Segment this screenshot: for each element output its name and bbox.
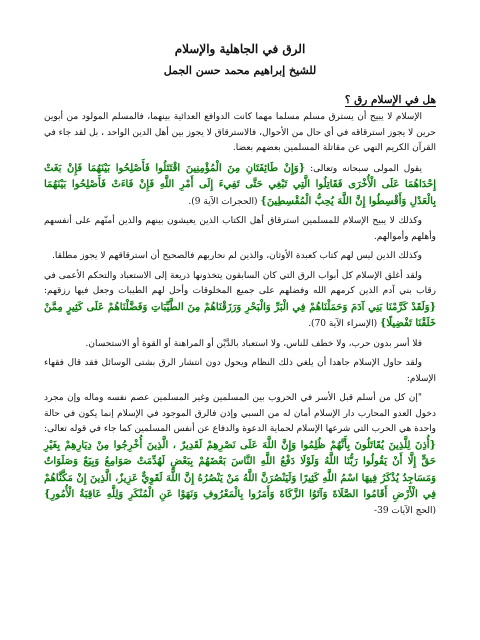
quran-verse-hajj: {أُذِنَ لِلَّذِينَ يُقَاتَلُونَ بِأَنَّهُمْ ظُلِمُوا وَإِنَّ اللَّهَ عَلَى نَصْرِهِمْ لَقَدِيرٌ ، الَّذِينَ أُخْرِجُوا مِنْ دِيَارِهِمْ بِغَيْرِ حَقٍّ إِلَّا أَنْ يَقُولُوا رَبُّنَا اللَّهُ وَلَوْلَا دَفْعُ اللَّهِ النَّاسَ بَعْضَهُمْ بِبَعْضٍ لَهُدِّمَتْ صَوَامِعُ وَبِيَعٌ وَصَلَوَاتٌ وَمَسَاجِدُ يُذْكَرُ فِيهَا اسْمُ اللَّهِ كَثِيرًا وَلَيَنْصُرَنَّ اللَّهُ مَنْ يَنْصُرُهُ إِنَّ اللَّهَ لَقَوِيٌّ عَزِيزٌ، الَّذِينَ إِنْ مَكَّنَّاهُمْ فِي الْأَرْضِ أَقَامُوا الصَّلَاةَ وَآتَوُا الزَّكَاةَ وَأَمَرُوا بِالْمَعْرُوفِ وَنَهَوْا عَنِ الْمُنْكَرِ وَلِلَّهِ عَاقِبَةُ الْأُمُورِ} <box>44 439 436 500</box>
paragraph-7: ولقد حاول الإسلام جاهدا أن يلغي ذلك النظام ويحول دون انتشار الرق بشتى الوسائل فقد قال فقهاء الإسلام: <box>44 358 436 384</box>
paragraph-3: وكذلك لا يبيح الإسلام للمسلمين استرقاق أهل الكتاب الذين يعيشون بينهم والذين أمنّهم على أنفسهم وأهلهم وأموالهم. <box>44 216 436 242</box>
paragraph-8-lead: "إن كل من أسلم قبل الأسر في الحروب بين المسلمين وغير المسلمين عصم نفسه وماله وإن مجرد دخول العدو المحارب دار الإسلام أمان له من السبي وإذن فالرق الموجود في الإسلام إنما يكون في حالة واحدة هي الحرب التي شرعها الإسلام لحماية الدعوة والدفاع عن أنفس المسلمين كما جاء في قوله تعالى: <box>44 393 436 434</box>
quran-verse-hujurat: {وَإِنْ طَائِفَتَانِ مِنَ الْمُؤْمِنِينَ اقْتَتَلُوا فَأَصْلِحُوا بَيْنَهُمَا فَإِنْ بَغَتْ إِحْدَاهُمَا عَلَى الْأُخْرَى فَقَاتِلُوا الَّتِي تَبْغِي حَتَّى تَفِيءَ إِلَى أَمْرِ اللَّهِ فَإِنْ فَاءَتْ فَأَصْلِحُوا بَيْنَهُمَا بِالْعَدْلِ وَأَقْسِطُوا إِنَّ اللَّهَ يُحِبُّ الْمُقْسِطِينَ} <box>44 162 436 207</box>
paragraph-8 <box>44 391 436 519</box>
document-title: الرق في الجاهلية والإسلام <box>174 42 306 56</box>
section-question-text: هل في الإسلام رق ؟ <box>344 94 436 106</box>
verse-reference-isra: (الإسراء الآية 70). <box>308 319 378 329</box>
paragraph-1: الإسلام لا يبيح أن يسترق مسلم مسلما مهما كانت الدوافع العدائية بينهما، فالمسلم المولود من أبوين حرين لا يجوز استرقاقه في أي حال من الأحوال، فالاسترقاق لا يجوز بين أهل الدين الواحد ، بل لقد جاء في القرآن الكريم النهي عن مقاتلة المسلمين بعضهم بعضا. <box>44 112 436 153</box>
paragraph-4: وكذلك الذين ليس لهم كتاب كعبدة الأوثان، والذين لم نحاربهم فالصحيح أن استرقاقهم لا يجوز مطلقا. <box>52 251 422 261</box>
document-author: للشيخ إبراهيم محمد حسن الجمل <box>163 64 317 77</box>
paragraph-5 <box>44 269 436 333</box>
verse-reference-hujurat: (الحجرات الآية 9). <box>188 196 258 207</box>
quran-verse-isra: {وَلَقَدْ كَرَّمْنَا بَنِي آدَمَ وَحَمَلْنَاهُمْ فِي الْبَرِّ وَالْبَحْرِ وَرَزَقْنَاهُمْ مِنَ الطَّيِّبَاتِ وَفَضَّلْنَاهُمْ عَلَى كَثِيرٍ مِمَّنْ خَلَقْنَا تَفْضِيلًا} <box>44 301 436 329</box>
section-question <box>44 94 436 106</box>
title-block <box>44 40 436 80</box>
verse-reference-hajj: (الحج الآيات 39- <box>374 505 436 516</box>
paragraph-6: فلا أسر بدون حرب، ولا خطف للناس، ولا استعباد بالدَّيْن أو المراهنة أو القوة أو الاستحسان. <box>85 338 422 349</box>
paragraph-2 <box>44 161 436 211</box>
paragraph-2-lead: يقول المولى سبحانه وتعالى: <box>310 163 422 174</box>
paragraph-5-lead: ولقد أغلق الإسلام كل أبواب الرق التي كان السابقون يتخذونها ذريعة إلى الاستعباد والتحكم الأعمى في رقاب بني آدم الذين كرمهم الله وفضلهم على جميع المخلوقات وأحل لهم الطيبات وجعل فيها رزقهم: <box>44 270 436 296</box>
